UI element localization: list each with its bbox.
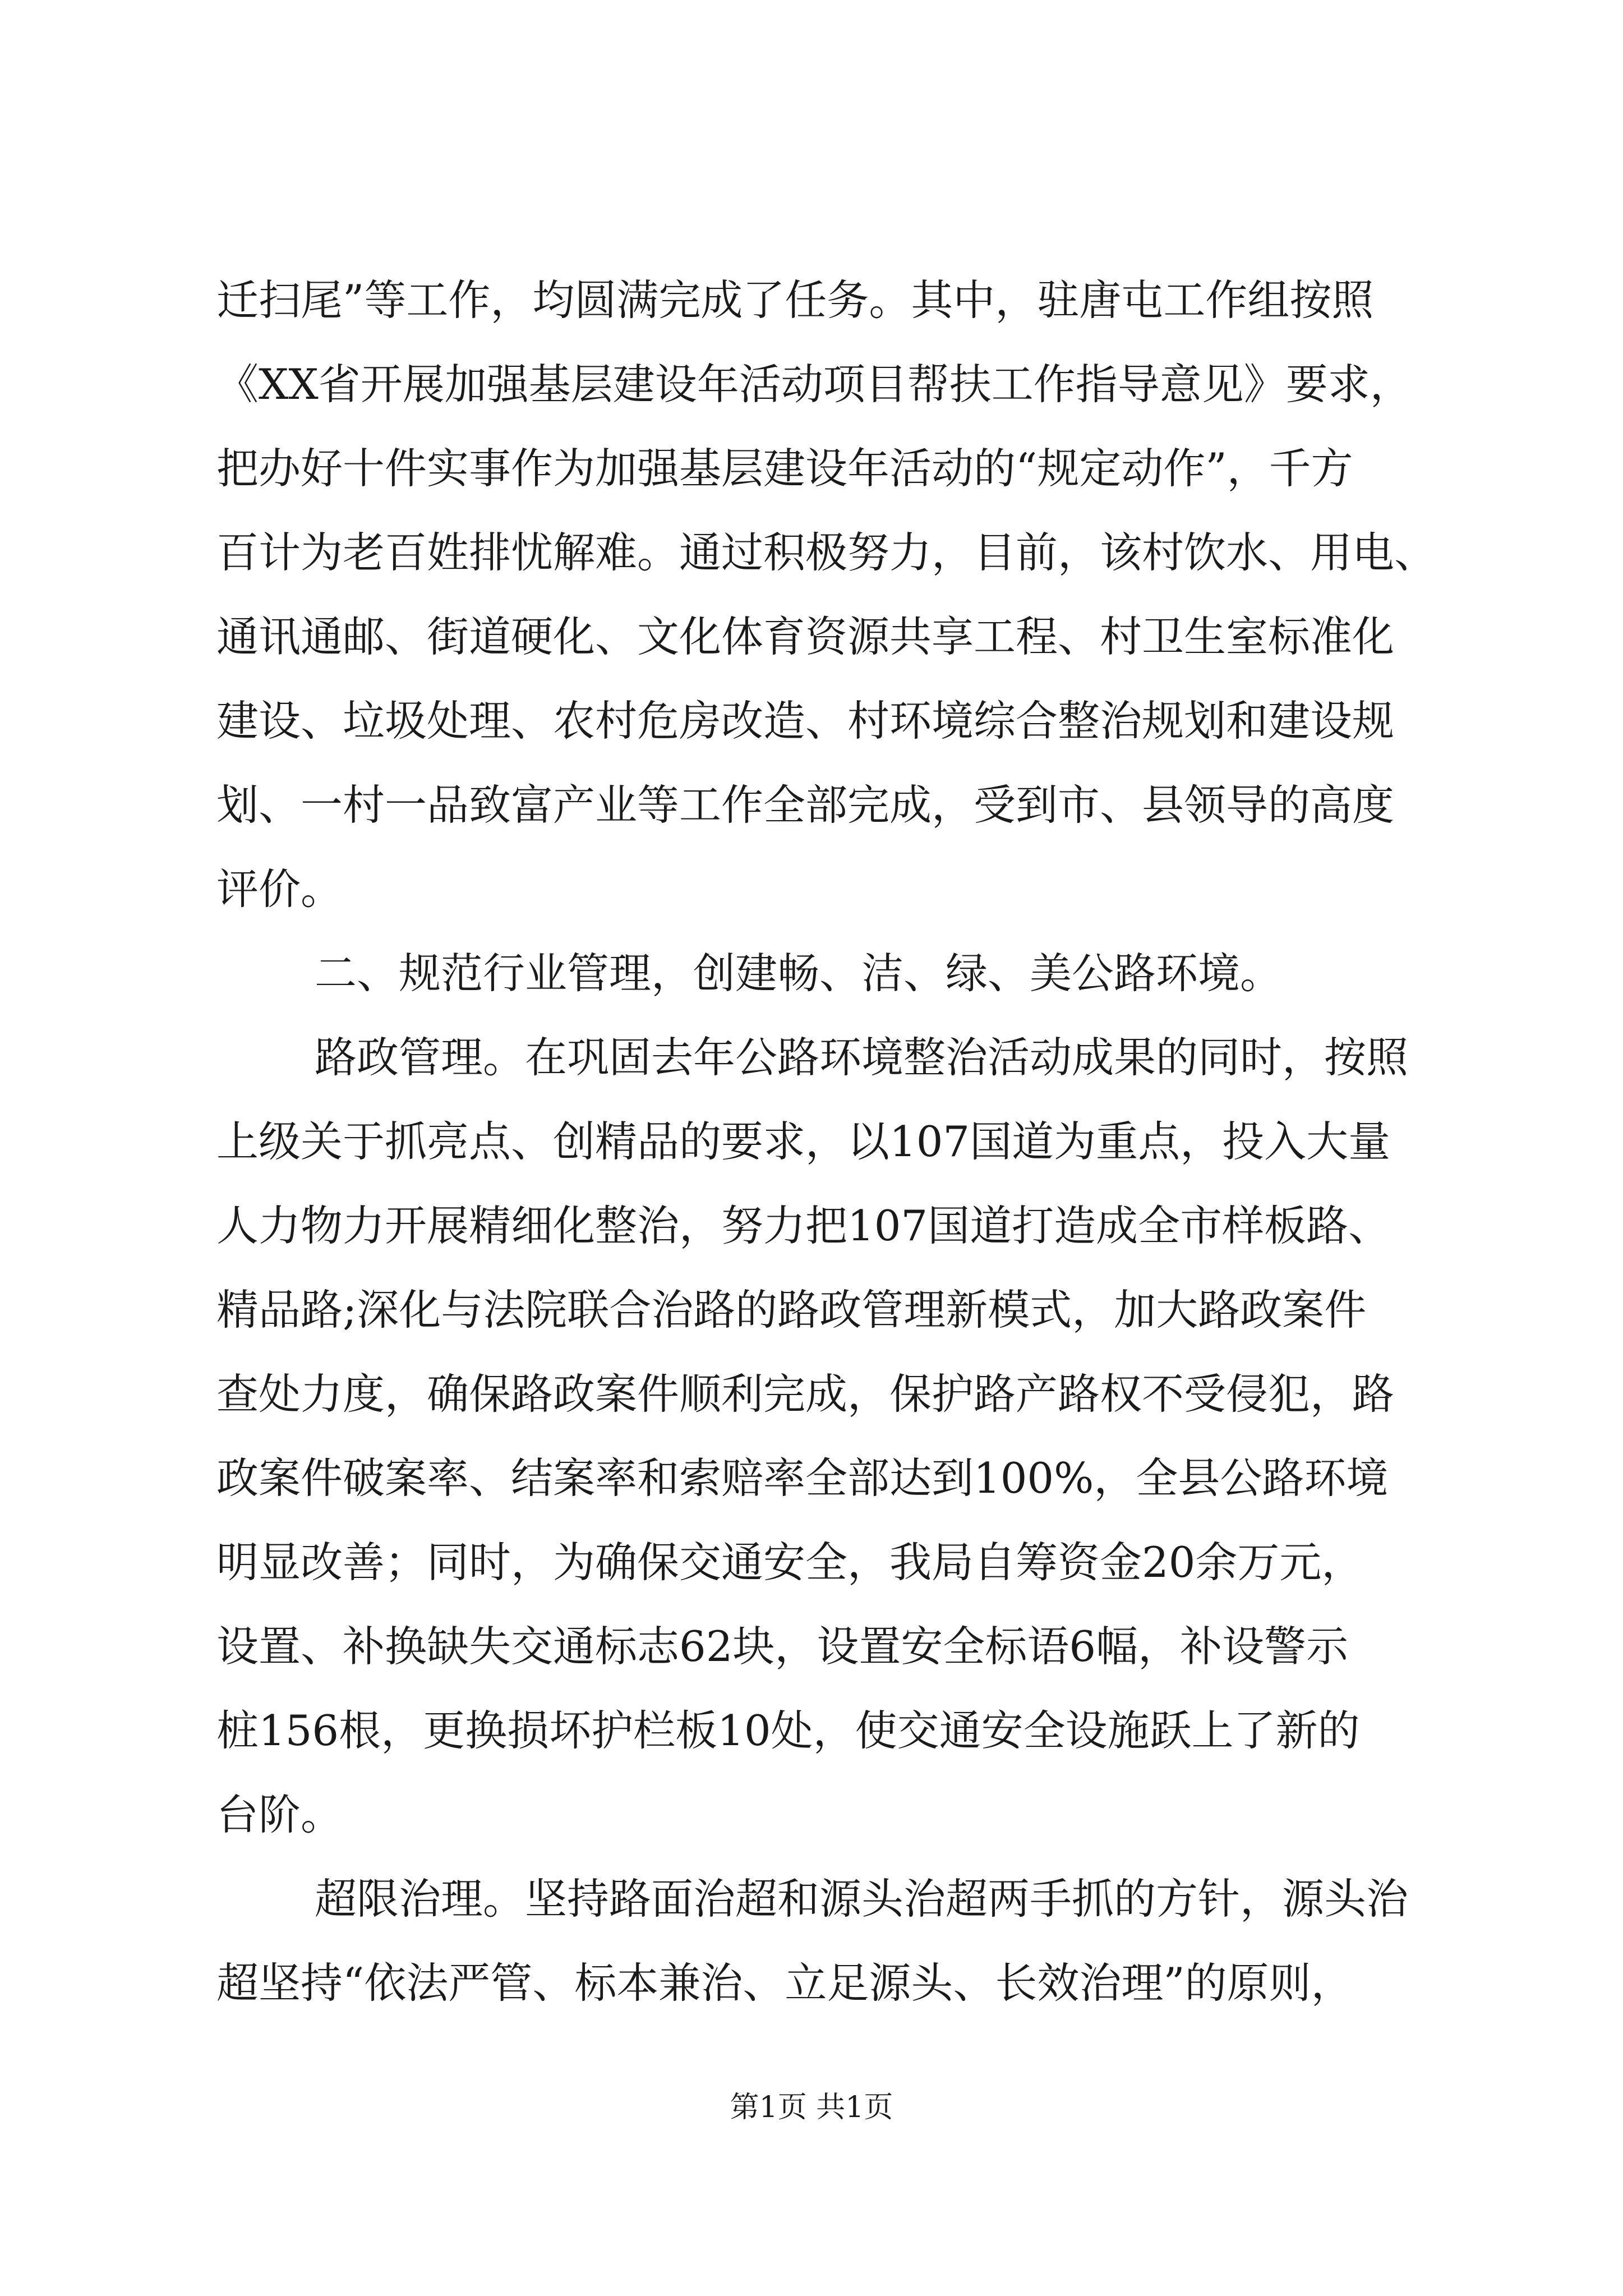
text-line: 建设、垃圾处理、农村危房改造、村环境综合整治规划和建设规	[216, 696, 1395, 746]
text-line: 查处力度，确保路政案件顺利完成，保护路产路权不受侵犯，路	[216, 1369, 1395, 1419]
text-line: 百计为老百姓排忧解难。通过积极努力，目前，该村饮水、用电、	[216, 528, 1437, 577]
text-line: 台阶。	[216, 1790, 343, 1839]
text-line: 上级关于抓亮点、创精品的要求，以107国道为重点，投入大量	[216, 1117, 1391, 1166]
paragraph-start: 超限治理。坚持路面治超和源头治超两手抓的方针，源头治	[315, 1874, 1409, 1924]
text-line: 桩156根，更换损坏护栏板10处，使交通安全设施跃上了新的	[216, 1706, 1360, 1755]
text-line: 超坚持“依法严管、标本兼治、立足源头、长效治理”的原则，	[216, 1958, 1353, 2008]
document-body	[216, 258, 1439, 2025]
text-line: 迁扫尾”等工作，均圆满完成了任务。其中，驻唐屯工作组按照	[216, 275, 1374, 325]
text-line: 通讯通邮、街道硬化、文化体育资源共享工程、村卫生室标准化	[216, 612, 1395, 661]
section-heading: 二、规范行业管理，创建畅、洁、绿、美公路环境。	[315, 949, 1283, 998]
text-line: 设置、补换缺失交通标志62块，设置安全标语6幅，补设警示	[216, 1622, 1349, 1671]
text-line: 划、一村一品致富产业等工作全部完成，受到市、县领导的高度	[216, 780, 1395, 830]
text-line: 《XX省开展加强基层建设年活动项目帮扶工作指导意见》要求，	[216, 360, 1412, 409]
text-line: 明显改善；同时，为确保交通安全，我局自筹资金20余万元，	[216, 1538, 1364, 1587]
text-line: 政案件破案率、结案率和索赔率全部达到100%，全县公路环境	[216, 1453, 1389, 1503]
page-footer: 第1页 共1页	[730, 2091, 893, 2124]
paragraph-start: 路政管理。在巩固去年公路环境整治活动成果的同时，按照	[315, 1033, 1409, 1082]
text-line: 评价。	[216, 864, 343, 914]
text-line: 精品路;深化与法院联合治路的路政管理新模式，加大路政案件	[216, 1285, 1367, 1335]
text-line: 把办好十件实事作为加强基层建设年活动的“规定动作”，千方	[216, 444, 1353, 493]
text-line: 人力物力开展精细化整治，努力把107国道打造成全市样板路、	[216, 1201, 1391, 1250]
